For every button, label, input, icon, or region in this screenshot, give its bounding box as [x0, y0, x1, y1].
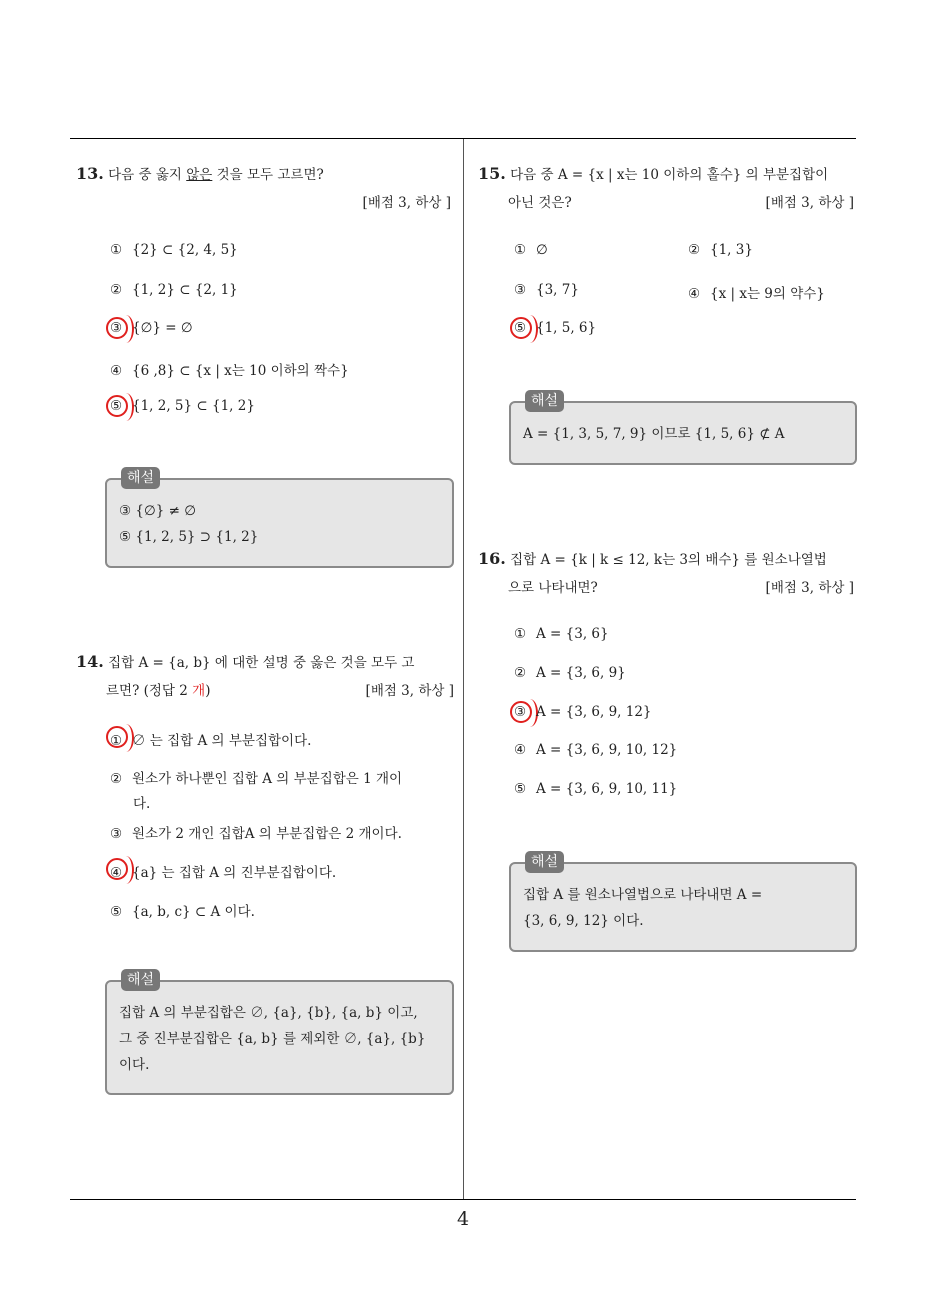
- option-2[interactable]: ② {1, 2} ⊂ {2, 1}: [110, 282, 238, 298]
- option-4[interactable]: ④ A = {3, 6, 9, 10, 12}: [514, 742, 678, 758]
- question-15: [478, 160, 858, 217]
- question-number: 13.: [76, 164, 104, 183]
- question-number: 16.: [478, 549, 506, 568]
- option-3[interactable]: ③ {3, 7}: [514, 282, 579, 298]
- explanation-tag: 해설: [121, 467, 160, 489]
- page-number: 4: [456, 1208, 470, 1230]
- explanation-tag: 해설: [121, 969, 160, 991]
- question-text: 르면? (정답 2 개): [106, 683, 211, 699]
- option-5[interactable]: ⑤ A = {3, 6, 9, 10, 11}: [514, 781, 678, 797]
- option-3[interactable]: ③ A = {3, 6, 9, 12}: [514, 704, 652, 720]
- question-16: [478, 545, 858, 602]
- explanation-box: [105, 972, 454, 1095]
- question-number: 15.: [478, 164, 506, 183]
- score-label: [배점 3, 하상 ]: [765, 580, 854, 596]
- option-3[interactable]: ③ {∅} = ∅: [110, 320, 193, 336]
- column-divider: [463, 139, 464, 1200]
- question-14: [76, 648, 454, 705]
- question-text: 아닌 것은?: [508, 195, 572, 211]
- question-text: 집합 A = {a, b} 에 대한 설명 중 옳은 것을 모두 고: [108, 655, 415, 671]
- option-2[interactable]: ② A = {3, 6, 9}: [514, 665, 626, 681]
- option-4[interactable]: ④ {x | x는 9의 약수}: [688, 286, 825, 302]
- question-text: 으로 나타내면?: [508, 580, 598, 596]
- explanation-tag: 해설: [525, 390, 564, 412]
- explanation-line: 집합 A 를 원소나열법으로 나타내면 A =: [523, 887, 763, 903]
- option-4[interactable]: ④ {6 ,8} ⊂ {x | x는 10 이하의 짝수}: [110, 363, 349, 379]
- explanation-line: 이다.: [119, 1057, 150, 1073]
- bottom-rule: [70, 1199, 856, 1200]
- question-13: [76, 160, 451, 217]
- question-number: 14.: [76, 652, 104, 671]
- explanation-line: {3, 6, 9, 12} 이다.: [523, 913, 644, 929]
- option-1[interactable]: ① ∅: [514, 242, 548, 258]
- score-label: [배점 3, 하상 ]: [362, 195, 451, 211]
- option-1[interactable]: ① A = {3, 6}: [514, 626, 609, 642]
- option-5[interactable]: ⑤ {a, b, c} ⊂ A 이다.: [110, 904, 255, 920]
- option-4[interactable]: ④ {a} 는 집합 A 의 진부분집합이다.: [110, 865, 337, 881]
- explanation-line: 그 중 진부분집합은 {a, b} 를 제외한 ∅, {a}, {b}: [119, 1031, 426, 1047]
- option-2[interactable]: ② 원소가 하나뿐인 집합 A 의 부분집합은 1 개이: [110, 771, 403, 787]
- option-1[interactable]: ① {2} ⊂ {2, 4, 5}: [110, 242, 238, 258]
- question-text: 다음 중 옳지 않은 것을 모두 고르면?: [108, 167, 324, 183]
- explanation-line: ⑤ {1, 2, 5} ⊃ {1, 2}: [119, 529, 259, 545]
- option-5[interactable]: ⑤ {1, 5, 6}: [514, 320, 597, 336]
- explanation-box: [509, 854, 857, 952]
- question-text: 다음 중 A = {x | x는 10 이하의 홀수} 의 부분집합이: [510, 167, 829, 183]
- explanation-tag: 해설: [525, 851, 564, 873]
- score-label: [배점 3, 하상 ]: [765, 195, 854, 211]
- option-3[interactable]: ③ 원소가 2 개인 집합A 의 부분집합은 2 개이다.: [110, 826, 402, 842]
- score-label: [배점 3, 하상 ]: [365, 683, 454, 699]
- option-5[interactable]: ⑤ {1, 2, 5} ⊂ {1, 2}: [110, 398, 255, 414]
- explanation-box: [509, 393, 857, 465]
- option-2-cont: 다.: [133, 796, 151, 812]
- option-2[interactable]: ② {1, 3}: [688, 242, 753, 258]
- question-text: 집합 A = {k | k ≤ 12, k는 3의 배수} 를 원소나열법: [510, 552, 827, 568]
- option-1[interactable]: ① ∅ 는 집합 A 의 부분집합이다.: [110, 733, 312, 749]
- explanation-line: A = {1, 3, 5, 7, 9} 이므로 {1, 5, 6} ⊄ A: [523, 426, 785, 442]
- explanation-line: ③ {∅} ≠ ∅: [119, 503, 196, 519]
- explanation-line: 집합 A 의 부분집합은 ∅, {a}, {b}, {a, b} 이고,: [119, 1005, 418, 1021]
- explanation-box: [105, 470, 454, 568]
